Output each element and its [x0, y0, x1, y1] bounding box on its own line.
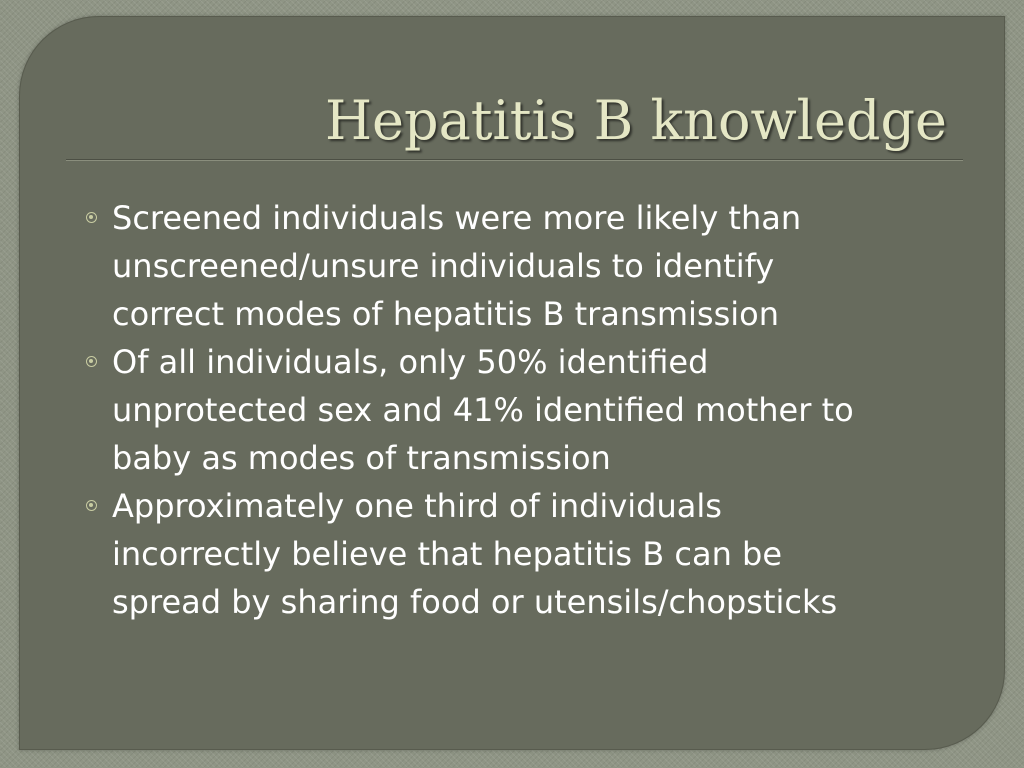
bullet-line: spread by sharing food or utensils/chopsticks: [112, 583, 838, 621]
slide-panel: [19, 16, 1005, 750]
bullet-list: [76, 194, 976, 626]
bullet-line: Approximately one third of individuals: [112, 487, 722, 525]
bullet-item: [76, 194, 976, 338]
bullet-line: incorrectly believe that hepatitis B can be: [112, 535, 783, 573]
bullet-line: Of all individuals, only 50% identified: [112, 343, 709, 381]
circle-dot-bullet-icon: [86, 500, 97, 511]
bullet-line: unprotected sex and 41% identified mother to: [112, 391, 854, 429]
bullet-item: [76, 338, 976, 482]
bullet-line: baby as modes of transmission: [112, 439, 611, 477]
title-divider: [66, 159, 963, 161]
circle-dot-bullet-icon: [86, 356, 97, 367]
slide-title: Hepatitis B knowledge: [324, 89, 947, 152]
bullet-item: [76, 482, 976, 626]
bullet-line: unscreened/unsure individuals to identify: [112, 247, 775, 285]
bullet-line: Screened individuals were more likely than: [112, 199, 802, 237]
circle-dot-bullet-icon: [86, 212, 97, 223]
bullet-line: correct modes of hepatitis B transmission: [112, 295, 779, 333]
